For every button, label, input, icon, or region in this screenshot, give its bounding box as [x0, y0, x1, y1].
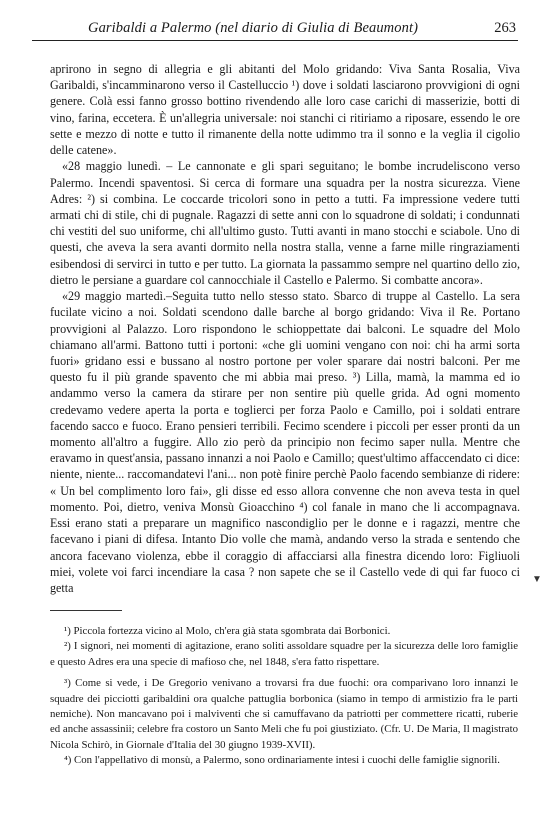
main-text [50, 61, 520, 596]
paragraph-3: «29 maggio martedì.–Seguita tutto nello stesso stato. Sbarco di truppe al Castello. La sera fucilate vicino a noi. Soldati scendono dalle barche al borgo gridando: Viva il Re. Portano provvigioni al Palazzo. Loro rispondono le schioppettate dai balconi. Le squadre del Molo chiamano all'armi. Battono tutti i portoni: «che gli uomini vengano con noi: chi ha armi sorta fuori» gridano essi e bussano al nostro portone per voler sparare dai nostri balconi. Per me questo fu il più grande spavento che mi abbia mai preso. ³) Lilla, mamà, la mamma ed io andammo verso la camera da stirare per non sentire più quelle grida. Ad ogni momento credevamo vedere aperta la porta e toglierci per forza Paolo e Camillo, poi i soldati entrare facendo sacco e fuoco. Erano pensieri terribili. Fecimo scendere i piccoli per esser pronti da un momento all'altro a fuggire. Allo zio però da principio non fecimo saper nulla. Mentre che eravamo in quest'ansia, passano innanzi a noi Paolo e Camillo; quest'ultimo affaccendato ci dice: niente, niente... raccomandatevi l'ani... non potè finire perchè Paolo facendo sembianze di ridere: « Un bel complimento loro fai», gli disse ed esso allora convenne che non aveva testa in quel momento. Poi, dietro, veniva Monsù Gioacchino ⁴) col fanale in mano che li accompagnava. Essi erano stati a preparare un magnifico nascondiglio per le donne e i ragazzi, mentre che facevano i piani di difesa. Intanto Dio volle che mamà, andando verso la strada e sentendo che ancora facevano violenza, ebbe il coraggio di affacciarsi alla finestra dicendo loro: Figliuoli miei, volete voi farci incendiare la casa ? non sapete che se il Castello vede di qui far fuoco ci getta [50, 289, 520, 595]
paragraph-1: aprirono in segno di allegria e gli abitanti del Molo gridando: Viva Santa Rosalia, Viva Garibaldi, s'incamminarono verso il Castelluccio ¹) dove i soldati lasciarono provvigioni di ogni genere. Colà essi fanno grosso bottino rivendendo alle loro case carichi di masserizie, botti di vino, farina, eccetera. È un'allegria universale: noi stanchi ci ritiriamo a riposare, essendo le ore sette e mezzo di notte e tutto il rimanente della notte udimmo tra il sonno e la veglia il cigolio delle catene». [50, 62, 520, 158]
margin-mark: ▼ [532, 574, 542, 585]
footnote-4: ⁴) Con l'appellativo di monsù, a Palermo, sono ordinariamente intesi i cuochi delle famiglie signorili. [64, 754, 500, 767]
running-title: Garibaldi a Palermo (nel diario di Giulia di Beaumont) [88, 20, 419, 36]
footnotes [50, 624, 518, 769]
page-header [32, 20, 518, 41]
footnote-2: ²) I signori, nei momenti di agitazione, erano soliti assoldare squadre per la sicurezza delle loro famiglie e questo Adres era una specie di mafioso che, nel 1848, s'era fatto rispettare. [50, 640, 518, 668]
paragraph-2: «28 maggio lunedì. – Le cannonate e gli spari seguitano; le bombe incrudeliscono verso Palermo. Incendi spaventosi. Si cerca di formare una squadra per la nostra sicurezza. Viene Adres: ²) si combina. Le coccarde tricolori sono in petto a tutti. Fa impressione vedere tutti armati chi di stile, chi di pugnale. Ragazzi di sette anni con lo squadrone di soldati; i condunnati chi vestiti del suo uniforme, chi all'ultimo gusto. Tutti avanti in mano stocchi e sciabole. Uno di questi, che aveva la sera avanti dormito nella nostra stalla, venne a farne mille ringraziamenti esibendosi di servirci in tutto e per tutto. La giornata la passammo sempre nel quartino dello zio, dietro le persiane a guardare col cannocchiale il Castello e Palermo. Si combatte ancora». [50, 159, 520, 287]
footnote-1: ¹) Piccola fortezza vicino al Molo, ch'era già stata sgombrata dai Borbonici. [64, 625, 391, 637]
page-number: 263 [494, 20, 516, 36]
footnote-3: ³) Come si vede, i De Gregorio venivano a trovarsi fra due fuochi: ora comparivano loro innanzi le squadre dei picciotti garibaldini ora qualche pattuglia borbonica (siamo in tempo di armistizio fra le parti nemiche). Non mancavano poi i malviventi che si camuffavano da patriotti per commettere ricatti, ruberie ed anche assassinii; celebre fra costoro un Santo Meli che fu poi giustiziato. (Cfr. U. De Maria, Il magistrato Nicola Schirò, in Giornale d'Italia del 30 giugno 1939-XVII). [50, 677, 518, 751]
footnote-rule [50, 610, 122, 611]
